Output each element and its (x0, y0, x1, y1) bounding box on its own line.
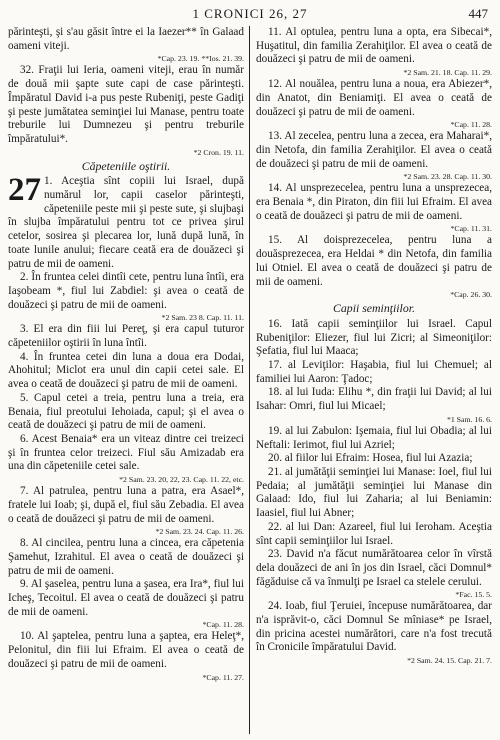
verse-text: 1. Aceştia sînt copiii lui Israel, după numărul lor, capii caselor părinteşti, căpeteniile peste mii şi peste sute, şi slujbaşi în slujba împăratului pentru tot ce privea şirul cetelor, sosirea şi plecarea lor, lună după lună, în toate lunile anului; fiecare ceată era de douăzeci şi patru de mii de oameni. (8, 175, 244, 270)
chapter-number: 27 (8, 172, 41, 209)
verse-paragraph: 3. El era din fiii lui Pereţ, şi era capul tuturor căpeteniilor oştirii în luna întîi. (8, 323, 244, 350)
section-heading: Capii seminţiilor. (333, 301, 415, 316)
verse-paragraph: 16. Iată capii seminţiilor lui Israel. Capul Rubeniţilor: Eliezer, fiul lui Zicri; al Simeoniţilor: Şefatia, fiul lui Maaca; (256, 317, 492, 358)
cross-reference: *2 Sam. 23. 20, 22, 23. Cap. 11. 22, etc. (119, 475, 244, 485)
cross-reference: *2 Sam. 23. 24. Cap. 11. 26. (155, 527, 244, 537)
verse-paragraph: părinteşti, şi s'au găsit între ei la Iaezer** în Galaad oameni viteji. (8, 26, 244, 52)
verse-paragraph: 20. al fiilor lui Efraim: Hosea, fiul lui Azazia; (268, 452, 473, 465)
left-column (8, 26, 244, 683)
cross-reference: *2 Sam. 23. 28. Cap. 11. 30. (403, 172, 492, 182)
verse-paragraph: 4. În fruntea cetei din luna a doua era Dodai, Ahohitul; Miclot era unul din capii cetei sale. El avea o ceată de douăzeci şi patru de mii de oameni. (8, 350, 244, 391)
cross-reference: *Cap. 26. 30. (450, 290, 492, 300)
verse-paragraph: 8. Al cincilea, pentru luna a cincea, era căpetenia Şamehut, Izrahitul. El avea o ceată de douăzeci şi patru de mii de oameni. (8, 537, 244, 577)
verse-paragraph: 19. al lui Zabulon: Işemaia, fiul lui Obadia; al lui Neftali: Ierimot, fiul lui Azriel; (256, 424, 492, 451)
verse-paragraph: 6. Acest Benaia* era un viteaz dintre cei treizeci şi în fruntea celor treizeci. Fiul său Amizadab era una din căpeteniile cetei sale. (8, 432, 244, 473)
cross-reference: *2 Sam. 23 8. Cap. 11. 11. (161, 313, 244, 323)
right-column (256, 26, 492, 666)
page-number: 447 (468, 6, 488, 21)
verse-paragraph: 7. Al patrulea, pentru luna a patra, era Asael*, fratele lui Ioab; şi, după el, fiul său Zebadia. El avea o ceată de douăzeci şi patru de mii de oameni. (8, 485, 244, 525)
cross-reference: *Cap. 23. 19. **Ios. 21. 39. (157, 54, 244, 64)
verse-paragraph: 24. Ioab, fiul Ţeruiei, începuse numărătoarea, dar n'a isprăvit-o, căci Domnul Se mîniase* pe Israel, din pricina acestei numărători, care n'a fost trecută în Cronicile împăratului David. (256, 600, 492, 654)
verse-paragraph: 17. al Leviţilor: Haşabia, fiul lui Chemuel; al familiei lui Aaron: Ţadoc; (256, 359, 492, 385)
verse-paragraph: 18. al lui Iuda: Elihu *, din fraţii lui David; al lui Isahar: Omri, fiul lui Micael; (256, 386, 492, 413)
running-header (0, 6, 500, 24)
verse-paragraph: 15. Al doisprezecelea, pentru luna a douăsprezecea, era Heldai * din Netofa, din familia lui Otniel. El avea o ceată de douăzeci şi patru de mii de oameni. (256, 234, 492, 288)
cross-reference: *Cap. 11. 28. (202, 620, 244, 630)
cross-reference: *2 Sam. 24. 15. Cap. 21. 7. (407, 656, 492, 666)
verse-paragraph: 10. Al şaptelea, pentru luna a şaptea, era Heleţ*, Pelonitul, din fiii lui Efraim. El avea o ceată de douăzeci şi patru de mii de oameni. (8, 630, 244, 670)
book-chapter-title: 1 CRONICI 26, 27 (192, 6, 308, 21)
cross-reference: *2 Cron. 19. 11. (193, 147, 244, 157)
verse-paragraph (8, 172, 244, 271)
cross-reference: *Fac. 15. 5. (455, 590, 492, 600)
cross-reference: *Cap. 11. 27. (202, 672, 244, 682)
cross-reference: *2 Sam. 21. 18. Cap. 11. 29. (403, 68, 492, 78)
verse-paragraph: 22. al lui Dan: Azareel, fiul lui Ieroham. Aceştia sînt capii seminţiilor lui Israel. (256, 520, 492, 547)
verse-paragraph: 9. Al şaselea, pentru luna a şasea, era Ira*, fiul lui Icheş, Tecoitul. El avea o ceată de douăzeci şi patru de mii de oameni. (8, 578, 244, 618)
cross-reference: *1 Sam. 16. 6. (446, 414, 492, 424)
verse-paragraph: 13. Al zecelea, pentru luna a zecea, era Maharai*, din Netofa, din familia Zerahiţilor. El avea o ceată de douăzeci şi patru de mii de oameni. (256, 130, 492, 170)
verse-paragraph: 2. În fruntea celei dintîi cete, pentru luna întîi, era Iaşobeam *, fiul lui Zabdiel: şi avea o ceată de douăzeci şi patru de mii de oameni. (8, 271, 244, 311)
section-heading: Căpeteniile oştirii. (81, 158, 171, 173)
verse-paragraph: 14. Al unsprezecelea, pentru luna a unsprezecea, era Benaia *, din Piraton, din fiii lui Efraim. El avea o ceată de douăzeci şi patru de mii de oameni. (256, 182, 492, 222)
verse-paragraph: 5. Capul cetei a treia, pentru luna a treia, era Benaia, fiul preotului Iehoiada, capul; şi el avea o ceată de douăzeci şi patru de mii de oameni. (8, 391, 244, 432)
verse-paragraph: 21. al jumătăţii seminţiei lui Manase: Ioel, fiul lui Pedaia; al jumătăţii seminţiei lui Manase din Galaad: Ido, fiul lui Zaharia; al lui Beniamin: Iaasiel, fiul lui Abner; (256, 465, 492, 520)
cross-reference: *Cap. 11. 31. (450, 224, 492, 234)
verse-paragraph: 12. Al nouălea, pentru luna a noua, era Abiezer*, din Anatot, din Beniamiţi. El avea o ceată de douăzeci şi patru de mii de oameni. (256, 78, 492, 118)
column-divider (249, 26, 250, 734)
verse-paragraph: 11. Al optulea, pentru luna a opta, era Sibecai*, Huşatitul, din familia Zerahiţilor. El avea o ceată de douăzeci şi patru de mii de oameni. (256, 26, 492, 66)
verse-paragraph: 32. Fraţii lui Ieria, oameni viteji, erau în număr de două mii şapte sute capi de case părinteşti. Împăratul David i-a pus peste Rubeniţi, peste Gadiţi şi peste jumătatea seminţiei lui Manase, pentru toate treburile lui Dumnezeu şi pentru treburile împăratului*. (8, 64, 244, 145)
verse-paragraph: 23. David n'a făcut numărătoarea celor în vîrstă dela douăzeci de ani în jos din Israel, căci Domnul* făgăduise că va înmulţi pe Israel ca stelele cerului. (256, 548, 492, 588)
cross-reference: *Cap. 11. 28. (450, 120, 492, 130)
